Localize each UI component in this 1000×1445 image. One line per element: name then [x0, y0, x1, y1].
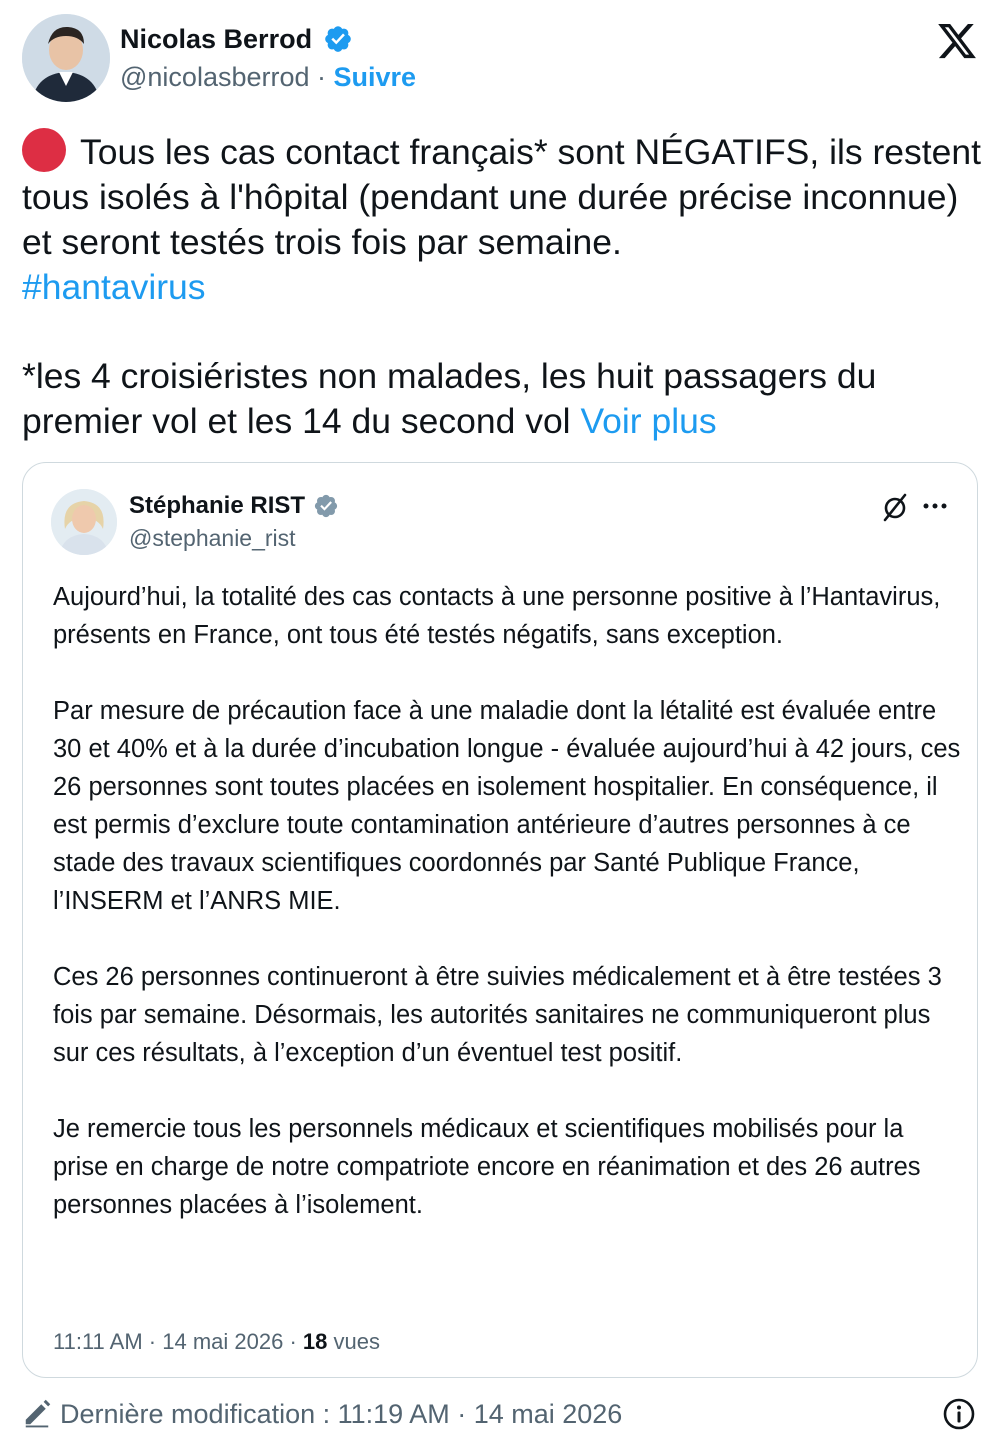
quoted-tweet-card[interactable]: [22, 462, 978, 1378]
edit-history-bar[interactable]: [22, 1395, 980, 1435]
quoted-tweet-body: [53, 578, 963, 1262]
tweet-text: [22, 128, 982, 444]
quoted-tweet-meta: [53, 1327, 380, 1357]
views-count: 18: [302, 1329, 328, 1354]
show-more-link[interactable]: Voir plus: [580, 401, 717, 441]
quoted-paragraph: Aujourd’hui, la totalité des cas contacts à une personne positive à l’Hantavirus, présents en France, ont tous été testés négatifs, sans exception.: [53, 583, 941, 649]
author-handle[interactable]: @nicolasberrod: [120, 62, 310, 92]
quoted-author-handle[interactable]: @stephanie_rist: [129, 525, 296, 551]
pencil-icon: [22, 1398, 52, 1428]
red-circle-icon: [22, 128, 66, 172]
tweet-text-line1: Tous les cas contact français* sont NÉGATIFS, ils restent tous isolés à l'hôpital (pendant une durée précise inconnue) et seront testés trois fois par semaine.: [22, 132, 981, 262]
verified-badge-icon: [323, 24, 353, 54]
follow-button[interactable]: Suivre: [333, 62, 417, 92]
info-icon[interactable]: [942, 1397, 976, 1431]
quoted-paragraph: Par mesure de précaution face à une maladie dont la létalité est évaluée entre 30 et 40% et à la durée d’incubation longue - évaluée aujourd’hui à 42 jours, ces 26 personnes sont toutes placées en isolement hospitalier. En conséquence, il est permis d’exclure toute contamination antérieure d’autres personnes à ce stade des travaux scientifiques coordonnés par Santé Publique France, l’INSERM et l’ANRS MIE.: [53, 697, 961, 915]
person-avatar-icon[interactable]: [22, 14, 110, 102]
quoted-author-name[interactable]: Stéphanie RIST: [129, 492, 306, 519]
meta-separator: ·: [283, 1329, 303, 1354]
tweet-text-line2: *les 4 croisiéristes non malades, les huit passagers du premier vol et les 14 du second vol: [22, 356, 877, 441]
verified-badge-icon: [313, 493, 339, 519]
author-name[interactable]: Nicolas Berrod: [120, 24, 313, 54]
quoted-paragraph: Ces 26 personnes continueront à être suivies médicalement et à être testées 3 fois par semaine. Désormais, les autorités sanitaires ne communiqueront plus sur ces résultats, à l’exception d’un éventuel test positif.: [53, 963, 942, 1067]
views-label: vues: [333, 1329, 380, 1354]
person-avatar-icon[interactable]: [51, 489, 117, 555]
tweet-header: [22, 14, 980, 106]
hashtag-link[interactable]: #hantavirus: [22, 267, 206, 307]
quoted-date[interactable]: 14 mai 2026: [162, 1329, 284, 1354]
separator: ·: [309, 62, 334, 92]
quoted-paragraph: Je remercie tous les personnels médicaux et scientifiques mobilisés pour la prise en charge de notre compatriote encore en réanimation et des 26 autres personnes placées à l’isolement.: [53, 1115, 921, 1219]
meta-separator: ·: [142, 1329, 163, 1354]
mute-conversation-icon[interactable]: [879, 491, 911, 523]
quoted-time[interactable]: 11:11 AM: [53, 1329, 143, 1354]
last-edited-label[interactable]: Dernière modification : 11:19 AM · 14 mai 2026: [60, 1399, 623, 1429]
x-logo-icon[interactable]: [936, 20, 978, 62]
more-options-icon[interactable]: [919, 489, 951, 521]
